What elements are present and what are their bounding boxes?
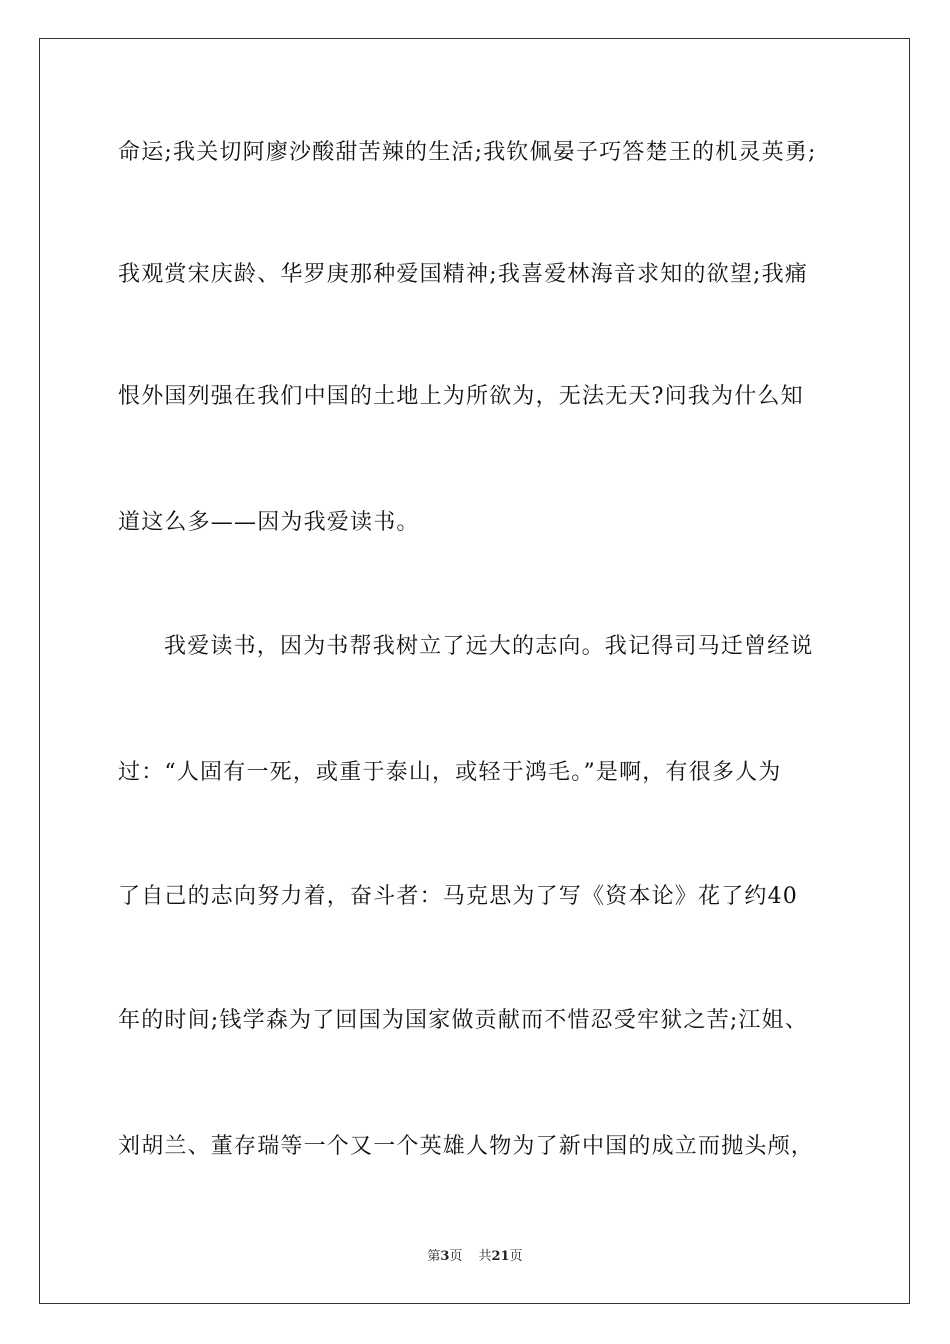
text-line-5: 我爱读书，因为书帮我树立了远大的志向。我记得司马迁曾经说 (164, 634, 814, 659)
footer-total-prefix: 共 (478, 1249, 492, 1264)
text-line-2: 我观赏宋庆龄、华罗庚那种爱国精神;我喜爱林海音求知的欲望;我痛 (118, 262, 809, 287)
page-border (39, 38, 910, 1304)
text-line-7: 了自己的志向努力着，奋斗者：马克思为了写《资本论》花了约40 (118, 884, 798, 909)
footer-page-suffix: 页 (449, 1249, 463, 1264)
footer-page-prefix: 第 (427, 1249, 441, 1264)
footer-page-number: 3 (440, 1249, 450, 1264)
text-line-9: 刘胡兰、董存瑞等一个又一个英雄人物为了新中国的成立而抛头颅， (118, 1134, 815, 1159)
footer-total-number: 21 (491, 1249, 510, 1264)
text-line-3: 恨外国列强在我们中国的土地上为所欲为，无法无天?问我为什么知 (118, 384, 804, 409)
text-line-6: 过：“人固有一死，或重于泰山，或轻于鸿毛。”是啊，有很多人为 (118, 760, 782, 785)
text-line-1: 命运;我关切阿廖沙酸甜苦辣的生活;我钦佩晏子巧答楚王的机灵英勇; (118, 140, 817, 165)
page-footer (0, 1248, 950, 1266)
text-line-4: 道这么多——因为我爱读书。 (118, 510, 420, 535)
footer-total-suffix: 页 (509, 1249, 523, 1264)
text-line-8: 年的时间;钱学森为了回国为国家做贡献而不惜忍受牢狱之苦;江姐、 (118, 1008, 809, 1033)
